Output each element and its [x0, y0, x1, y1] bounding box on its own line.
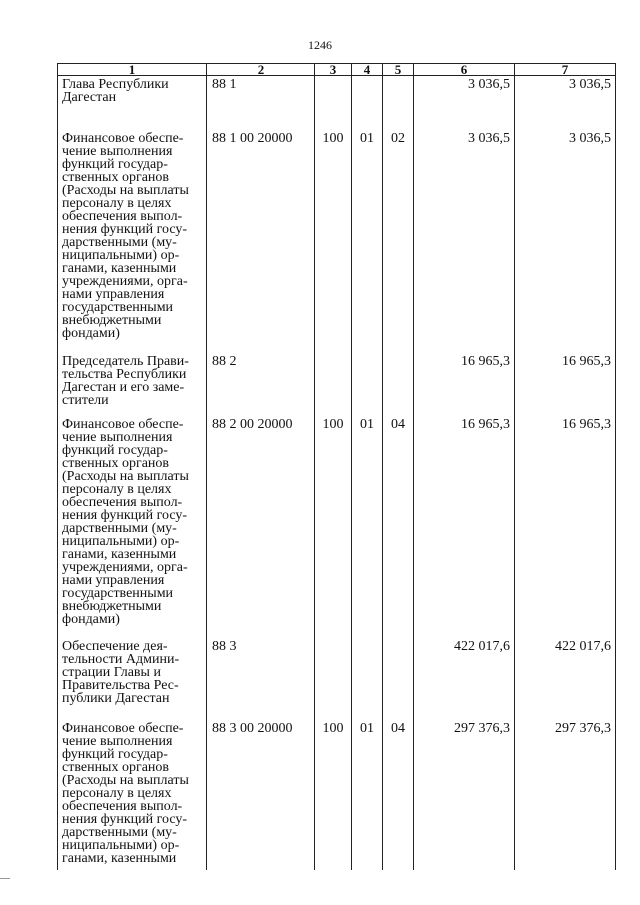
row-name: Глава Республики Дагестан — [62, 77, 169, 105]
header-col-7: 7 — [515, 64, 616, 76]
row-col-4 — [352, 76, 383, 130]
scan-edge-mark — [0, 878, 10, 879]
row-col-4 — [352, 638, 383, 720]
row-col-3: 100 — [315, 130, 352, 353]
row-value-6: 3 036,5 — [414, 76, 515, 130]
row-col-4: 01 — [352, 416, 383, 638]
row-col-5: 02 — [383, 130, 414, 353]
row-col-3 — [315, 353, 352, 416]
row-col-5: 04 — [383, 720, 414, 870]
table-row — [58, 638, 616, 720]
row-value-7: 16 965,3 — [515, 416, 616, 638]
row-value-6: 297 376,3 — [414, 720, 515, 870]
row-col-3 — [315, 638, 352, 720]
row-col-5 — [383, 353, 414, 416]
table-header-row — [58, 64, 616, 76]
row-col-5 — [383, 76, 414, 130]
table-row — [58, 353, 616, 416]
row-name: Председатель Прави- тельства Республики Дагестан и его заме- стители — [62, 353, 189, 408]
row-code: 88 3 00 20000 — [207, 720, 315, 870]
row-col-3: 100 — [315, 720, 352, 870]
table-row — [58, 720, 616, 870]
row-value-6: 422 017,6 — [414, 638, 515, 720]
header-col-4: 4 — [352, 64, 383, 76]
row-code: 88 1 — [207, 76, 315, 130]
row-value-6: 16 965,3 — [414, 353, 515, 416]
row-value-6: 16 965,3 — [414, 416, 515, 638]
table-row — [58, 76, 616, 130]
table-row — [58, 130, 616, 353]
row-value-7: 3 036,5 — [515, 76, 616, 130]
row-value-7: 422 017,6 — [515, 638, 616, 720]
row-name: Финансовое обеспе- чение выполнения функций государ- ственных органов (Расходы на выплаты персоналу в целях обеспечения выпол- нения функций госу- дарственными (му- ниципальными) ор- ганами, казенными учреждениями, орга- нами управления государственными внебюджетными фондами) — [62, 416, 189, 627]
row-value-6: 3 036,5 — [414, 130, 515, 353]
header-col-3: 3 — [315, 64, 352, 76]
page-number: 1246 — [308, 38, 332, 52]
row-col-5 — [383, 638, 414, 720]
table-row — [58, 416, 616, 638]
row-value-7: 297 376,3 — [515, 720, 616, 870]
row-code: 88 1 00 20000 — [207, 130, 315, 353]
budget-table — [57, 63, 616, 870]
row-code: 88 3 — [207, 638, 315, 720]
row-value-7: 16 965,3 — [515, 353, 616, 416]
row-col-5: 04 — [383, 416, 414, 638]
header-col-6: 6 — [414, 64, 515, 76]
row-col-4 — [352, 353, 383, 416]
header-col-2: 2 — [207, 64, 315, 76]
header-col-1: 1 — [58, 64, 207, 76]
row-code: 88 2 00 20000 — [207, 416, 315, 638]
row-col-3 — [315, 76, 352, 130]
row-col-3: 100 — [315, 416, 352, 638]
row-col-4: 01 — [352, 720, 383, 870]
header-col-5: 5 — [383, 64, 414, 76]
row-name: Обеспечение дея- тельности Админи- страции Главы и Правительства Рес- публики Дагестан — [62, 638, 180, 706]
row-value-7: 3 036,5 — [515, 130, 616, 353]
row-code: 88 2 — [207, 353, 315, 416]
row-name: Финансовое обеспе- чение выполнения функций государ- ственных органов (Расходы на выплаты персоналу в целях обеспечения выпол- нения функций госу- дарственными (му- ниципальными) ор- ганами, казенными учреждениями, орга- нами управления государственными внебюджетными фондами) — [62, 130, 189, 341]
row-col-4: 01 — [352, 130, 383, 353]
row-name: Финансовое обеспе- чение выполнения функций государ- ственных органов (Расходы на выплаты персоналу в целях обеспечения выпол- нения функций госу- дарственными (му- ниципальными) ор- ганами, казенными — [62, 720, 189, 866]
